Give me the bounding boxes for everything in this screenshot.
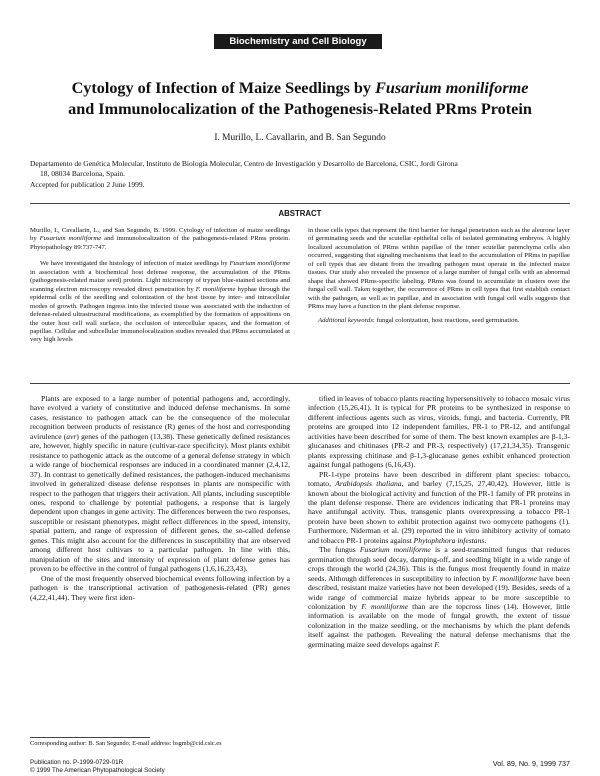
- body-r-p2-b: , and barley (7,15,25, 27,40,42). However, little is known about the biological activity and function of the PR-1 family of PR proteins in the plant defense response. There are evidences indicating that PR-1 proteins may have antifungal activity. Thus, transgenic plants overexpressing a tobacco PR-1 protein have been shown to exhibit protection against two oomycete pathogens (1). Furthermore, Niderman et al. (29) reported the in vitro inhibitory activity of tomato and tobacco PR-1 proteins against: [308, 479, 570, 545]
- citation-italic: Fusarium moniliforme: [39, 235, 102, 243]
- abstract-right-text: in those cells types that represent the first barrier for fungal penetration such as the aleurone layer of germinating seeds and the scutellar epithelial cells of isolated germinating embryos. A highly localized accumulation of PRms within papillae of the inner scutellar parenchyma cells also occurred, suggesting that signaling mechanisms that lead to the accumulation of PRms in papillae of cell types that are distant from the invading pathogen must operate in the infected maize tissues. Our study also revealed the presence of a large number of fungal cells with an abnormal shape that showed PRms-specific labeling. PRms was found to accumulate in clusters over the fungal cell wall. Taken together, the occurrence of PRms in cell types that first establish contact with the pathogen, as well as in papillae, and in association with fungal cell walls suggests that PRms may have a function in the plant defense response.: [308, 227, 570, 311]
- body-paragraph-1: [30, 394, 290, 574]
- abstract-left-pre: We have investigated the histology of infection of maize seedlings by: [40, 260, 230, 268]
- body-r-p3-d: than are the topcross lines (14). However, little information is available on the mode of fungal growth, the extent of tissue colonization in the maize seedling, or the mechanisms by which the plant defends itself against the pathogen. Revealing the natural defense mechanisms that the germinating maize seed develops against: [308, 601, 570, 649]
- authors: I. Murillo, L. Cavallarin, and B. San Segundo: [214, 133, 386, 143]
- body-right-paragraph-2: [308, 470, 570, 546]
- footnote-rule: [30, 737, 150, 738]
- article-title: [40, 78, 560, 120]
- abstract-left-italic2: F. moniliforme: [195, 285, 236, 293]
- title-line2: and Immunolocalization of the Pathogenesis-Related PRms Protein: [68, 100, 532, 118]
- keywords: [308, 317, 570, 325]
- abstract-left-column: [30, 227, 290, 379]
- title-line1-prefix: Cytology of Infection of Maize Seedlings by: [71, 79, 376, 97]
- abstract-heading: ABSTRACT: [278, 209, 322, 218]
- abstract-right-column: [308, 227, 570, 357]
- body-r-p3-it2: F. moniliforme: [492, 573, 538, 583]
- body-p1-b: ) genes of the pathogen (13,38). These genetically defined resistances are, however, highly specific in nature (cultivar-race specificity). Most plants exhibit resistance to pathogenic attack as the outcome of a general defense strategy in which a wide range of biochemical responses are induced in a coordinated manner (2,4,12, 37). In contrast to genetically defined resistances, the pathogen-induced mechanisms involved in generalized disease defense responses in plants are nonspecific with respect to the pathogen that triggers their activation. All plants, including susceptible ones, respond to challenge by potential pathogens, a response that is largely dependent upon changes in gene activity. The differences between the two responses, susceptible or resistant phenotypes, might reflect differences in the speed, intensity, spatial pattern, and range of expression of different genes, the so-called defense genes. This might also account for the differences in susceptibility that are observed among different host cultivars to a particular pathogen. In line with this, manipulation of the sites and intensity of expression of plant defense genes has proven to be effective in the control of fungal pathogens (1,6,16,23,43).: [30, 431, 290, 574]
- section-tag: Biochemistry and Cell Biology: [214, 34, 382, 49]
- copyright: © 1999 The American Phytopathological Society: [30, 767, 165, 774]
- body-r-p3-it4: F.: [434, 639, 440, 649]
- body-left-column: [30, 394, 290, 762]
- body-r-p2-a: PR-1-type proteins have been described in different plant species: tobacco, tomato,: [308, 469, 570, 489]
- citation: [30, 227, 290, 252]
- body-r-p2-it2: Phytophthora infestans: [413, 535, 485, 545]
- publication-number: Publication no. P-1999-0729-01R: [30, 759, 124, 766]
- body-right-paragraph-3: [308, 545, 570, 649]
- body-r-p2-c: .: [484, 535, 487, 545]
- abstract-bottom-rule: [30, 383, 570, 384]
- body-right-paragraph-1: tified in leaves of tobacco plants reacting hypersensitively to tobacco mosaic virus infection (15,26,41). It is typical for PR proteins to be synthesized in response to different infectious agents such as virus, viroids, fungi, and bacteria. Currently, PR proteins are grouped into 12 independent families, PR-1 to PR-12, and antifungal activities have been described for some of them. The best known examples are β-1,3-glucanases and chitinases (PR-2 and PR-3, respectively) (17,21,34,35). Transgenic plants expressing chitinase and β-1,3-glucanase genes exhibit enhanced protection against fungal pathogens (6,16,43).: [308, 394, 570, 470]
- body-paragraph-2: One of the most frequently observed biochemical events following infection by a pathogen is the transcriptional activation of pathogenesis-related (PR) genes (4,22,41,44). They were first iden-: [30, 573, 290, 602]
- body-p1-a: Plants are exposed to a large number of potential pathogens and, accordingly, have evolved a variety of constitutive and induced defense mechanisms. In some cases, resistance to pathogen attack can be the consequence of the molecular recognition between products of resistance (R) genes of the host and corresponding avirulence (: [30, 394, 290, 441]
- page-footer: Vol. 89, No. 9, 1999 737: [492, 759, 570, 768]
- citation-pre: Murillo, I., Cavallarin, L., and San Segundo, B. 1999. Cytology of infection of maize seedlings by: [30, 227, 290, 243]
- body-r-p3-it3: F. moniliforme: [361, 601, 409, 611]
- body-r-p2-it1: Arabidopsis thaliana: [335, 479, 402, 489]
- body-right-column: [308, 394, 570, 764]
- citation-post: and immunolocalization of the pathogenesis-related PRms protein. Phytopathology 89:737-747.: [30, 235, 290, 251]
- body-r-p3-a: The fungus: [319, 545, 360, 555]
- abstract-left-italic1: Fusarium moniliforme: [229, 260, 290, 268]
- body-r-p3-it1: Fusarium moniliforme: [359, 545, 431, 555]
- corresponding-author-footnote: Corresponding author: B. San Segundo; E-mail address: bsgmb@cid.csic.es: [30, 740, 222, 747]
- abstract-left-text: [30, 260, 290, 345]
- accepted-date: Accepted for publication 2 June 1999.: [30, 180, 145, 189]
- body-r-p3-b: is a seed-transmitted fungus that reduces germination through seed decay, damping-off, and seedling blight in a wide range of crops through the world (24,36). This is the fungus most frequently found in maize seeds. Although differences in susceptibility to infection by: [308, 545, 570, 583]
- abstract-top-rule: [30, 203, 570, 204]
- publication-info: [30, 759, 165, 775]
- body-r-p3-c: have been described, resistant maize varieties have not been developed (19). Besides, seeds of a wide range of commercial maize hybrids appear to be more susceptible to colonization by: [308, 573, 570, 611]
- keywords-text: : fungal colonization, host reactions, seed germination.: [372, 316, 520, 324]
- abstract-left-post: hyphae through the epidermal cells of the seedling and colonization of the host tissue by inter- and intracellular modes of growth. Pathogen ingress into the infected tissue was associated with the induction of defense-related ultrastructural modifications, as exemplified by the formation of appositions on the outer host cell wall surface, the occlusion of intercellular spaces, and the formation of papillae. Cellular and subcellular immunolocalization studies revealed that PRms accumulated at very high levels: [30, 285, 290, 344]
- abstract-left-mid: in association with a biochemical host defense response, the accumulation of the PRms (pathogenesis-related maize seed) protein. Light microscopy of trypan blue-stained sections and scanning electron microscopy revealed direct penetration by: [30, 268, 290, 293]
- body-p1-avr: avr: [66, 431, 77, 441]
- affiliation-line2: 18, 08034 Barcelona, Spain.: [40, 169, 125, 178]
- title-line1-species: Fusarium moniliforme: [375, 79, 529, 97]
- keywords-label: Additional keywords: [318, 316, 373, 324]
- affiliation-line1: Departamento de Genética Molecular, Instituto de Biología Molecular, Centro de Investigación y Desarrollo de Barcelona, CSIC, Jordi Girona: [30, 159, 458, 168]
- affiliation: [30, 159, 578, 179]
